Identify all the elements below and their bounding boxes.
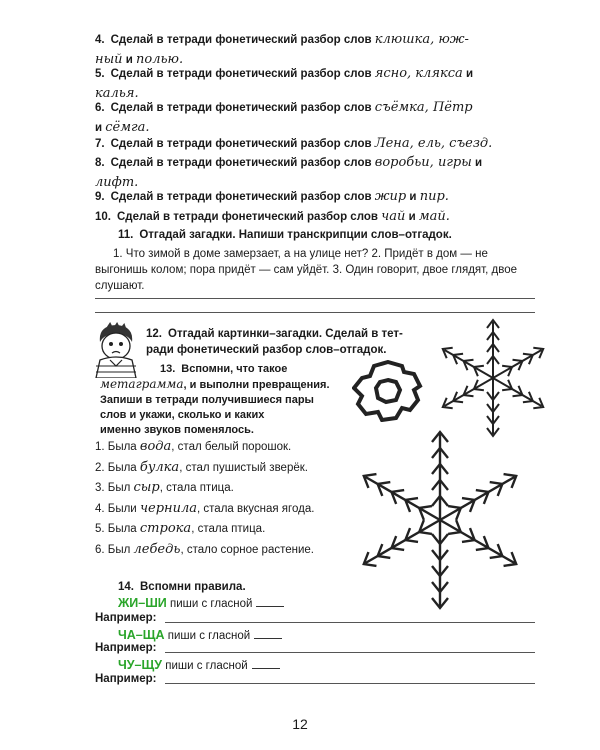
- answer-line: [165, 683, 535, 684]
- blank-line: [254, 629, 282, 639]
- puzzle-ring-picture: [352, 360, 424, 422]
- answer-line: [165, 652, 535, 653]
- task-14-title: 14. Вспомни правила.: [118, 581, 246, 593]
- task-13: 13. Вспомни, что такое метаграмма, и выполни превращения. Запиши в тетради получившиеся пары слов и укажи, сколько и каких именно звуков поменялось.: [100, 363, 330, 436]
- rule-zhi-shi: ЖИ–ШИ пиши с гласной: [118, 596, 284, 610]
- list-item: 4. Были чернила, стала вкусная ягода.: [95, 500, 315, 516]
- list-item: 2. Была булка, стал пушистый зверёк.: [95, 459, 308, 475]
- task-6: 6. Сделай в тетради фонетический разбор слов съёмка, Пётр и сёмга.: [95, 100, 473, 135]
- example-label: Например:: [95, 642, 157, 654]
- list-item: 5. Была строка, стала птица.: [95, 521, 266, 536]
- answer-line: [95, 312, 535, 313]
- task-8: 8. Сделай в тетради фонетический разбор слов воробьи, игры и лифт.: [95, 155, 483, 190]
- list-item: 1. Была вода, стал белый порошок.: [95, 439, 292, 454]
- answer-line: [95, 298, 535, 299]
- rule-chu-shchu: ЧУ–ЩУ пиши с гласной: [118, 658, 280, 672]
- task-12: 12. Отгадай картинки–загадки. Сделай в тет- ради фонетический разбор слов–отгадок.: [146, 328, 403, 356]
- small-snowflake-picture: [438, 318, 548, 438]
- list-item: 3. Был сыр, стала птица.: [95, 480, 234, 495]
- task-10: 10. Сделай в тетради фонетический разбор слов чай и май.: [95, 209, 450, 224]
- task-9: 9. Сделай в тетради фонетический разбор слов жир и пир.: [95, 189, 449, 204]
- rule-cha-shcha: ЧА–ЩА пиши с гласной: [118, 628, 282, 642]
- task-5: 5. Сделай в тетради фонетический разбор слов ясно, клякса и калья.: [95, 66, 474, 101]
- task-11-title: 11. Отгадай загадки. Напиши транскрипции слов–отгадок.: [118, 229, 452, 241]
- example-label: Например:: [95, 673, 157, 685]
- blank-line: [252, 659, 280, 669]
- transform-list: [95, 437, 314, 560]
- list-item: 6. Был лебедь, стало сорное растение.: [95, 541, 314, 557]
- task-4: 4. Сделай в тетради фонетический разбор слов клюшка, юж- ный и полью.: [95, 32, 469, 67]
- answer-line: [165, 622, 535, 623]
- page-number: 12: [292, 716, 308, 732]
- task-11-riddles: 1. Что зимой в доме замерзает, а на улице нет? 2. Придёт в дом — не выгонишь колом; пора придёт — сам уйдёт. 3. Один говорит, двое глядят, двое слушают.: [95, 248, 517, 292]
- example-label: Например:: [95, 612, 157, 624]
- blank-line: [256, 597, 284, 607]
- task-7: 7. Сделай в тетради фонетический разбор слов Лена, ель, съезд.: [95, 136, 493, 151]
